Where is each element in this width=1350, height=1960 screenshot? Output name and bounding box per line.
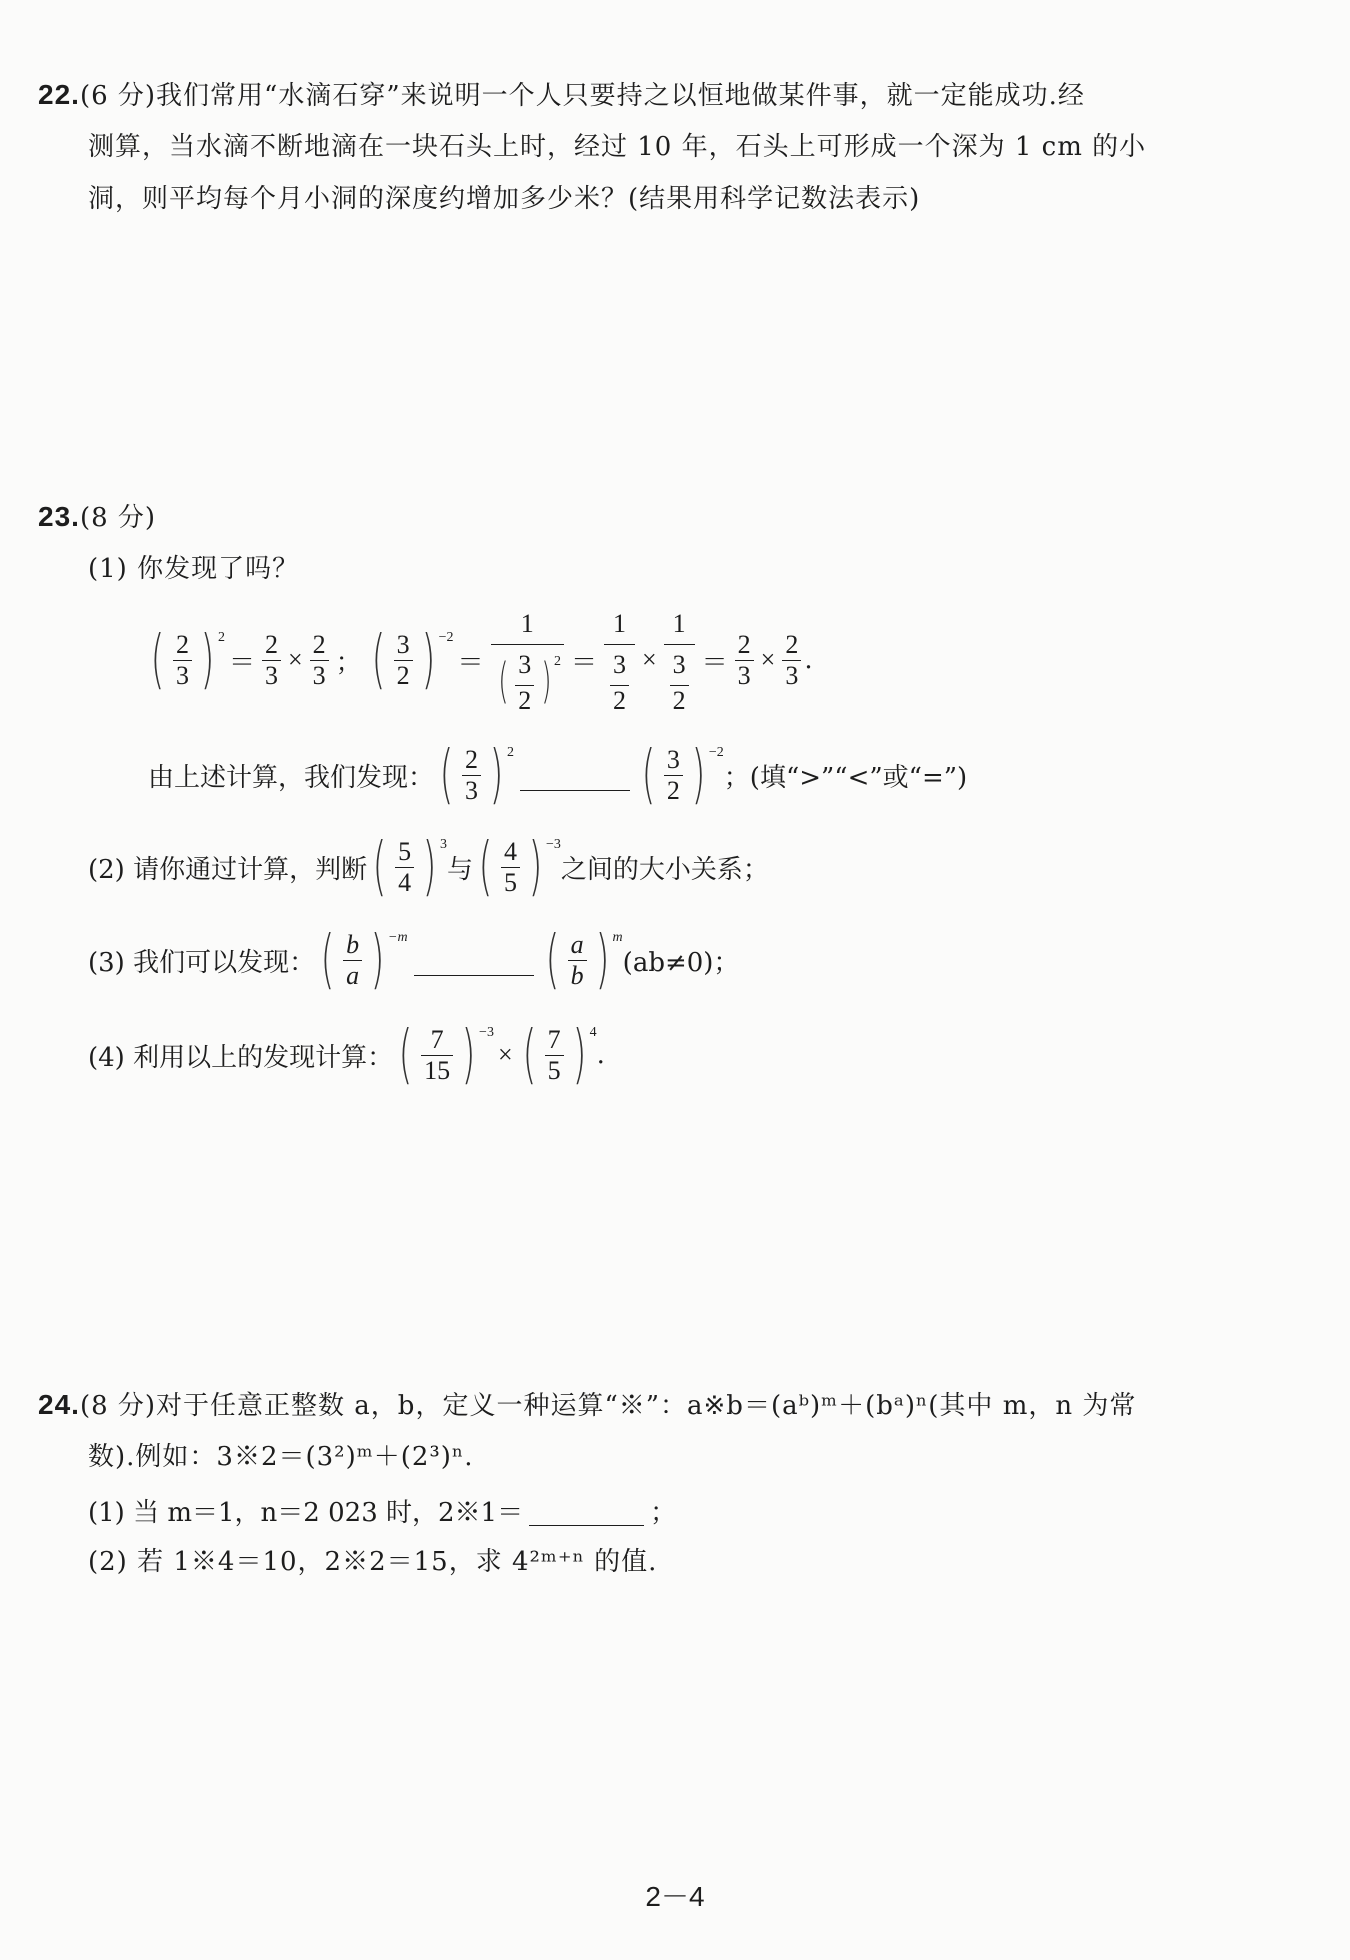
q23-p1-title: (1) 你发现了吗？ xyxy=(88,554,300,584)
q22-number: 22. xyxy=(38,79,80,110)
q23-p2-mid: 与 xyxy=(447,854,474,885)
q24-p2: (2) 若 1※4＝10，2※2＝15，求 4²ᵐ⁺ⁿ 的值. xyxy=(88,1547,658,1577)
q23-p1-blank[interactable] xyxy=(520,760,630,791)
q23-p1-found: 由上述计算，我们发现： ( $\frac{2}{3}$ ) 2 ( $\frac{3}{2}$ ) −2 ；(填“>”“<”或“=”) xyxy=(148,738,968,812)
q23-p4: (4) 利用以上的发现计算： ( $\frac{7}{15}$ ) −3 × ( $\frac{7}{5}$ ) 4 . xyxy=(88,1018,605,1092)
q24-p1-blank[interactable] xyxy=(529,1495,644,1526)
q22-line2: 测算，当水滴不断地滴在一块石头上时，经过 10 年，石头上可形成一个深为 1 cm 的小 xyxy=(88,132,1147,162)
q23-p1-fill-hint: ；(填“>”“<”或“=”) xyxy=(723,762,968,793)
q23-p2-post: 之间的大小关系； xyxy=(560,854,769,885)
q23-number: 23. xyxy=(38,501,80,532)
q24-text-1: (8 分)对于任意正整数 a，b，定义一种运算“※”：a※b＝(aᵇ)ᵐ＋(bᵃ)ⁿ(其中 m，n 为常 xyxy=(79,1391,1137,1421)
q24-number: 24. xyxy=(38,1389,80,1420)
q23-p3-blank[interactable] xyxy=(414,945,534,976)
q24-p1 xyxy=(88,1490,676,1530)
q23-points: (8 分) xyxy=(79,503,157,533)
q23-header xyxy=(38,500,156,535)
q24-line2: 数).例如：3※2＝(3²)ᵐ＋(2³)ⁿ. xyxy=(88,1442,474,1472)
q23-equation-row: ( $\frac{2}{3}$ ) 2 ＝ $\frac{2}{3}$ × $\frac{2}{3}$ ； ( $\frac{3}{2}$ ) −2 ＝ 1 ( $\frac{3}{2}$ ) 2 ＝ $\frac{1}{\frac{3}{2}}$ × $\frac{1}{\frac{3}{2}}$ ＝ $\frac{2}{3}$ × $\frac{2}{3}$ . xyxy=(150,609,813,715)
q24-p1-pre: (1) 当 m＝1，n＝2 023 时，2※1＝ xyxy=(88,1497,524,1528)
q23-p4-end: . xyxy=(596,1040,605,1070)
q23-p4-pre: (4) 利用以上的发现计算： xyxy=(88,1042,394,1073)
q23-p2: (2) 请你通过计算，判断 ( $\frac{5}{4}$ ) 3 与 ( $\frac{4}{5}$ ) −3 之间的大小关系； xyxy=(88,830,769,904)
q23-p2-pre: (2) 请你通过计算，判断 xyxy=(88,854,368,885)
page-number: 2－4 xyxy=(645,1881,705,1912)
q23-p3: (3) 我们可以发现： ( $\frac{b}{a}$ ) −m ( $\frac{a}{b}$ ) m (ab≠0)； xyxy=(88,923,740,997)
q22-text-1: (6 分)我们常用“水滴石穿”来说明一个人只要持之以恒地做某件事，就一定能成功.经 xyxy=(79,81,1085,111)
q22-line1 xyxy=(38,78,1085,113)
q23-p3-cond: (ab≠0)； xyxy=(622,947,740,978)
q23-p1-found-text: 由上述计算，我们发现： xyxy=(148,762,435,793)
q24-line1 xyxy=(38,1388,1136,1423)
q22-line3: 洞，则平均每个月小洞的深度约增加多少米？(结果用科学记数法表示) xyxy=(88,184,921,214)
q24-p1-end: ； xyxy=(650,1497,677,1528)
q23-p3-pre: (3) 我们可以发现： xyxy=(88,947,316,978)
